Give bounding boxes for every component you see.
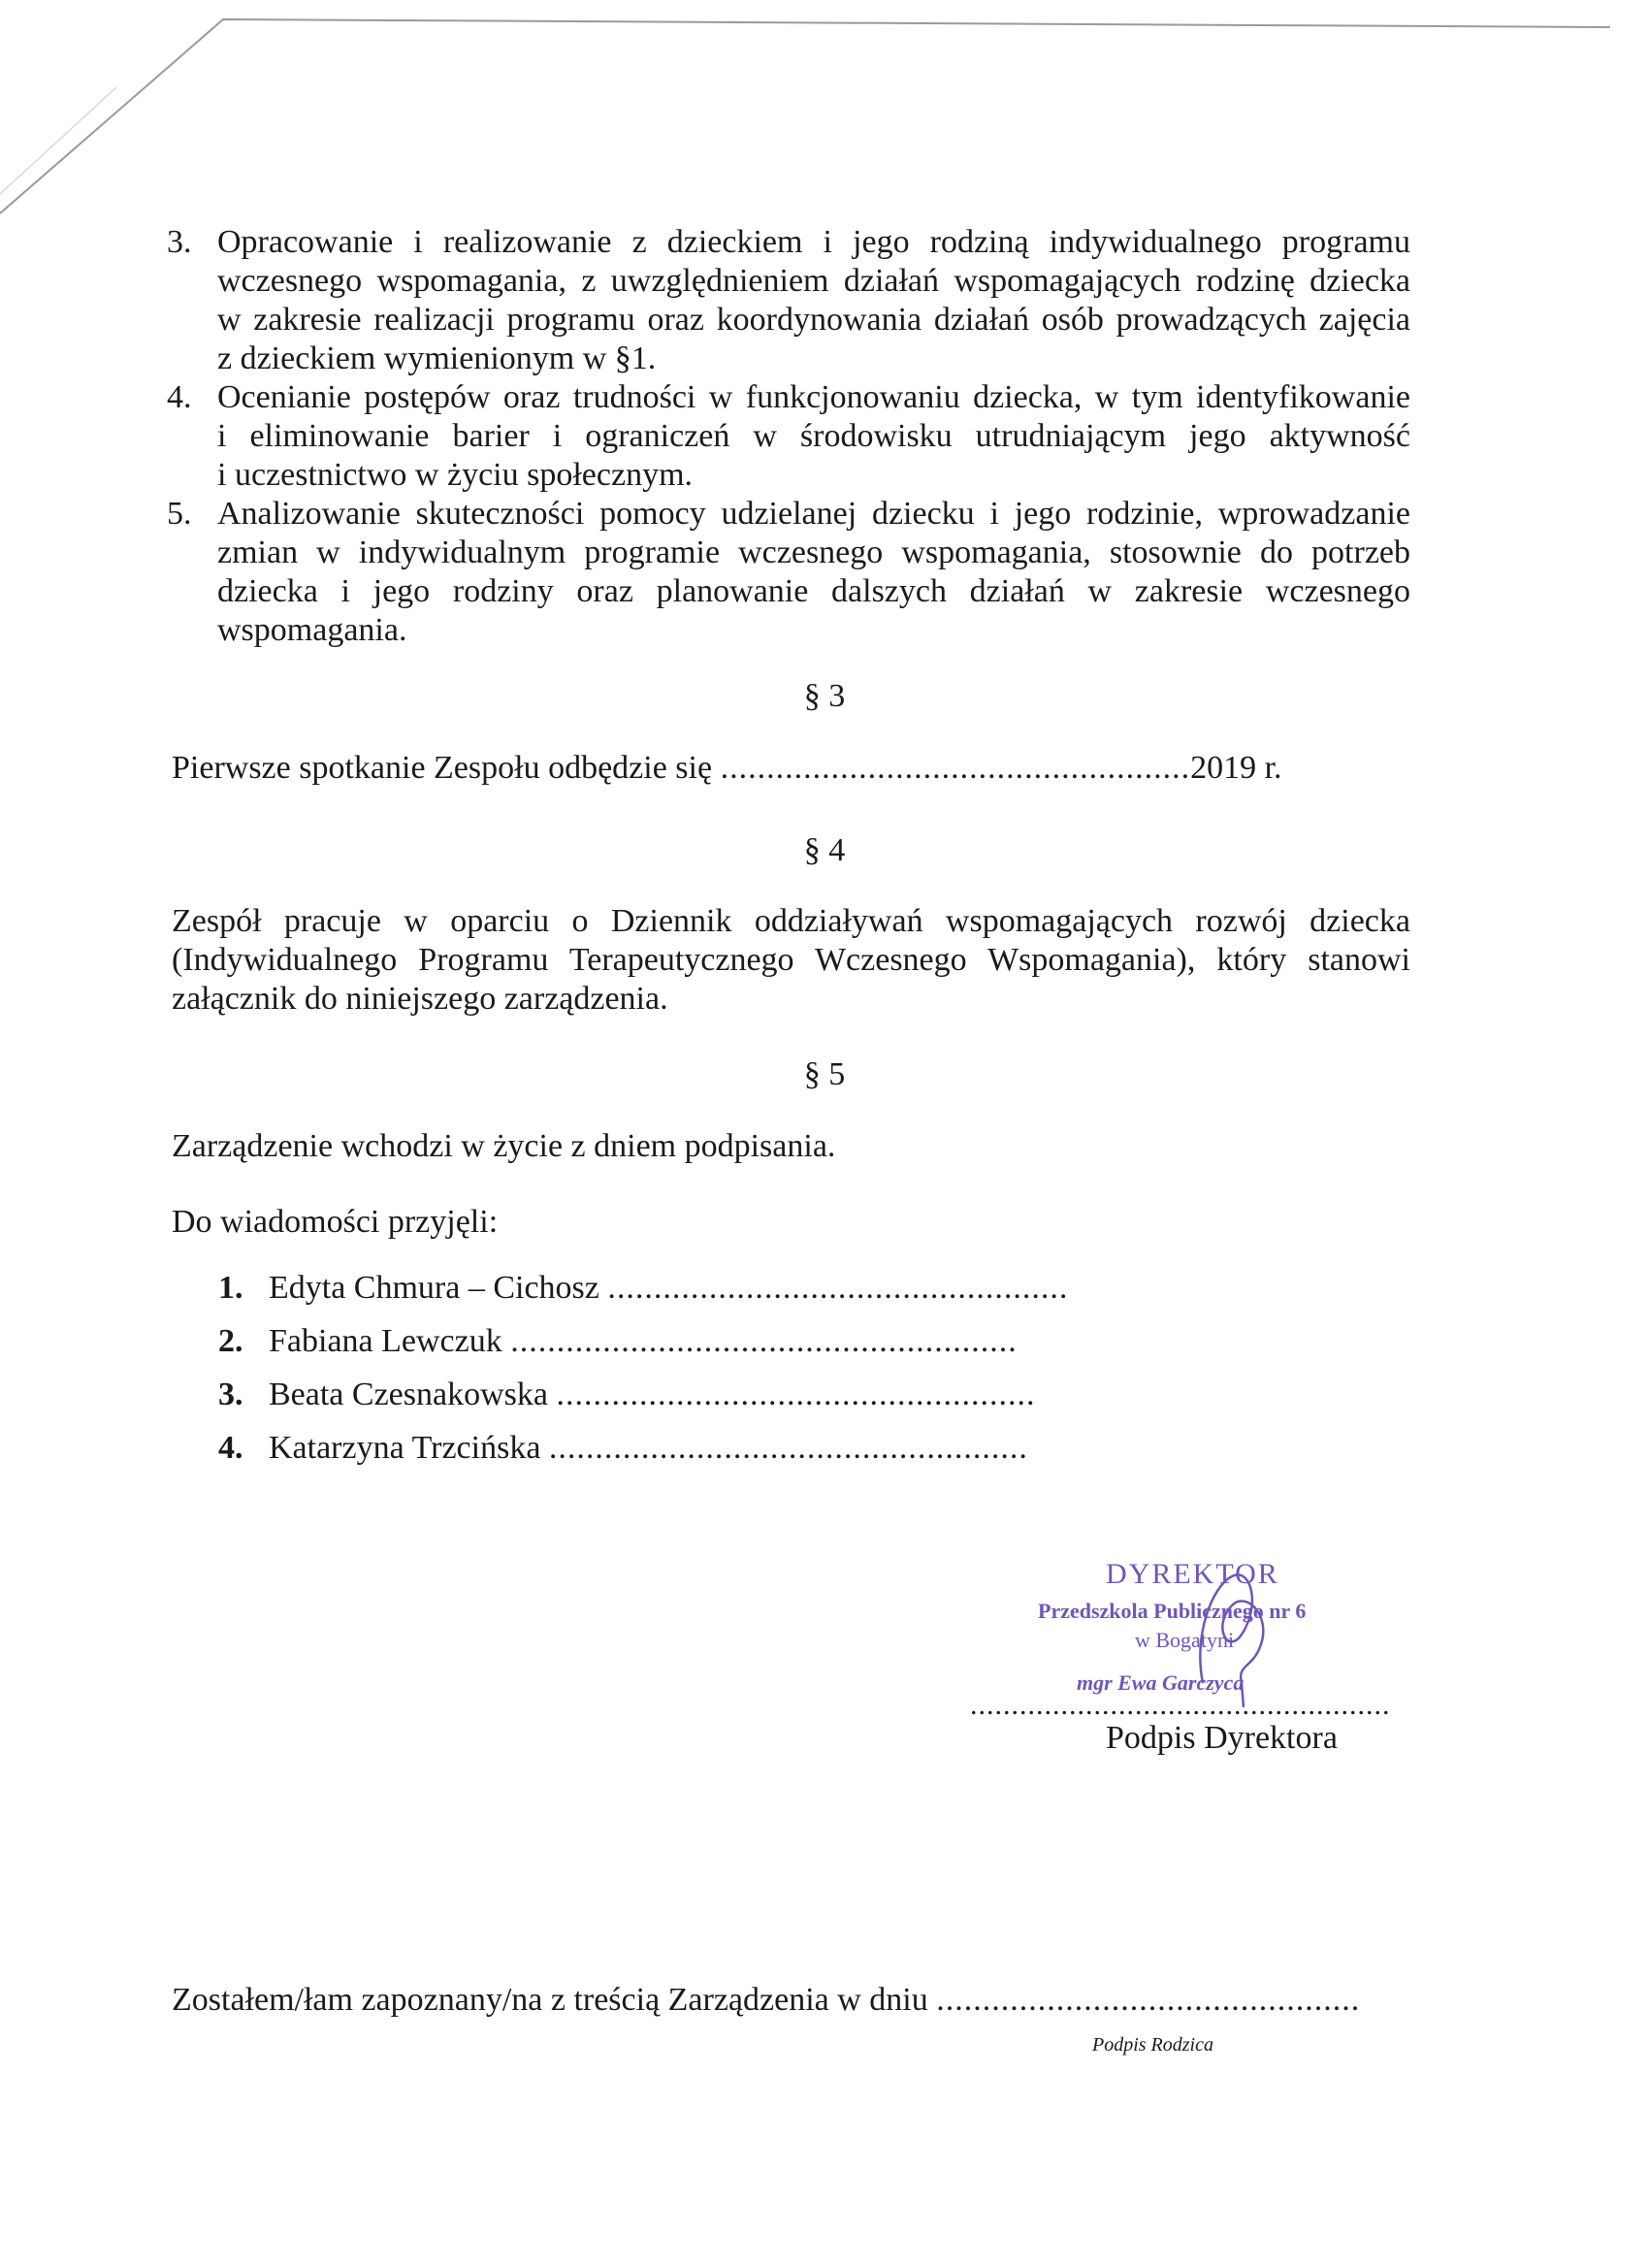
- signer-number: 1.: [218, 1270, 243, 1306]
- stamp-title: DYREKTOR: [1106, 1558, 1279, 1590]
- signer-number: 4.: [218, 1430, 243, 1466]
- stamp-name: mgr Ewa Garczyca: [1077, 1670, 1245, 1695]
- acknowledged-label: Do wiadomości przyjęli:: [172, 1204, 499, 1240]
- stamp-institution: Przedszkola Publicznego nr 6: [1038, 1599, 1307, 1623]
- item-line: Ocenianie postępów oraz trudności w funkcjonowaniu dziecka, w tym identyfikowanie: [217, 379, 1410, 415]
- item-line: Opracowanie i realizowanie z dzieckiem i jego rodziną indywidualnego programu: [217, 224, 1410, 260]
- section-5-heading: § 5: [803, 1056, 846, 1092]
- signer-row: [218, 1322, 1246, 1376]
- section-4-paragraph: [172, 902, 1410, 1019]
- signer-number: 3.: [218, 1377, 243, 1412]
- signature-dots: ..................................................: [607, 1270, 1069, 1306]
- item-number: 4.: [167, 379, 192, 415]
- signer-row: [218, 1376, 1246, 1429]
- parent-signature-caption: Podpis Rodzica: [1092, 2034, 1213, 2056]
- item-line: wspomagania.: [217, 612, 407, 648]
- paragraph-line: (Indywidualnego Programu Terapeutycznego Wczesnego Wspomagania), który stanowi: [172, 942, 1410, 978]
- item-line: zmian w indywidualnym programie wczesnego wspomagania, stosownie do potrzeb: [217, 535, 1410, 570]
- item-line: i uczestnictwo w życiu społecznym.: [217, 457, 694, 493]
- signature-dots: ....................................................: [548, 1430, 1028, 1466]
- first-meeting-line: [172, 749, 1410, 788]
- signer-name: Katarzyna Trzcińska: [269, 1430, 541, 1466]
- signer-number: 2.: [218, 1323, 243, 1359]
- item-line: i eliminowanie barier i ograniczeń w środowisku utrudniającym jego aktywność: [217, 418, 1410, 454]
- year-suffix: 2019 r.: [1190, 750, 1282, 786]
- item-line: z dzieckiem wymienionym w §1.: [217, 340, 657, 376]
- item-line: dziecka i jego rodziny oraz planowanie dalszych działań w zakresie wczesnego: [217, 573, 1410, 609]
- item-line: Analizowanie skuteczności pomocy udzielanej dziecku i jego rodzinie, wprowadzanie: [217, 496, 1410, 532]
- item-line: w zakresie realizacji programu oraz koordynowania działań osób prowadzących zajęcia: [217, 302, 1410, 338]
- paragraph-line: Zespół pracuje w oparciu o Dziennik oddziaływań wspomagających rozwój dziecka: [172, 903, 1410, 939]
- director-signature-label: Podpis Dyrektora: [1106, 1720, 1338, 1756]
- item-number: 3.: [167, 224, 192, 260]
- signer-name: Fabiana Lewczuk: [269, 1323, 502, 1359]
- signature-dots: ....................................................: [556, 1377, 1036, 1412]
- section-3-heading: § 3: [803, 678, 846, 714]
- signer-name: Edyta Chmura – Cichosz: [269, 1270, 599, 1306]
- signer-row: [218, 1269, 1246, 1322]
- list-item: [167, 223, 1410, 378]
- item-line: wczesnego wspomagania, z uwzględnieniem działań wspomagających rodzinę dziecka: [217, 263, 1410, 299]
- paragraph-line: załącznik do niniejszego zarządzenia.: [172, 981, 668, 1017]
- effective-date-text: Zarządzenie wchodzi w życie z dniem podpisania.: [172, 1128, 836, 1164]
- item-number: 5.: [167, 496, 192, 532]
- list-item: [167, 495, 1410, 650]
- date-dots: ...................................................: [720, 750, 1191, 786]
- scan-fold-edge: [0, 0, 1649, 252]
- signer-name: Beata Czesnakowska: [269, 1377, 548, 1412]
- signature-dots: .......................................................: [510, 1323, 1018, 1359]
- parent-acknowledgement-line: [172, 1981, 1360, 2020]
- signer-row: [218, 1429, 1246, 1482]
- director-signature-dots: ...................................................: [970, 1689, 1391, 1721]
- parent-acknowledgement-text: Zostałem/łam zapoznany/na z treścią Zarządzenia w dniu: [172, 1982, 937, 2018]
- director-stamp: [1038, 1547, 1348, 1702]
- section-4-heading: § 4: [803, 832, 846, 868]
- signers-list: [218, 1269, 1246, 1482]
- list-item: [167, 378, 1410, 495]
- parent-date-dots: ..............................................: [936, 1982, 1361, 2018]
- tasks-list: [167, 223, 1410, 650]
- stamp-town: w Bogatyni: [1135, 1628, 1235, 1652]
- first-meeting-text: Pierwsze spotkanie Zespołu odbędzie się: [172, 750, 721, 786]
